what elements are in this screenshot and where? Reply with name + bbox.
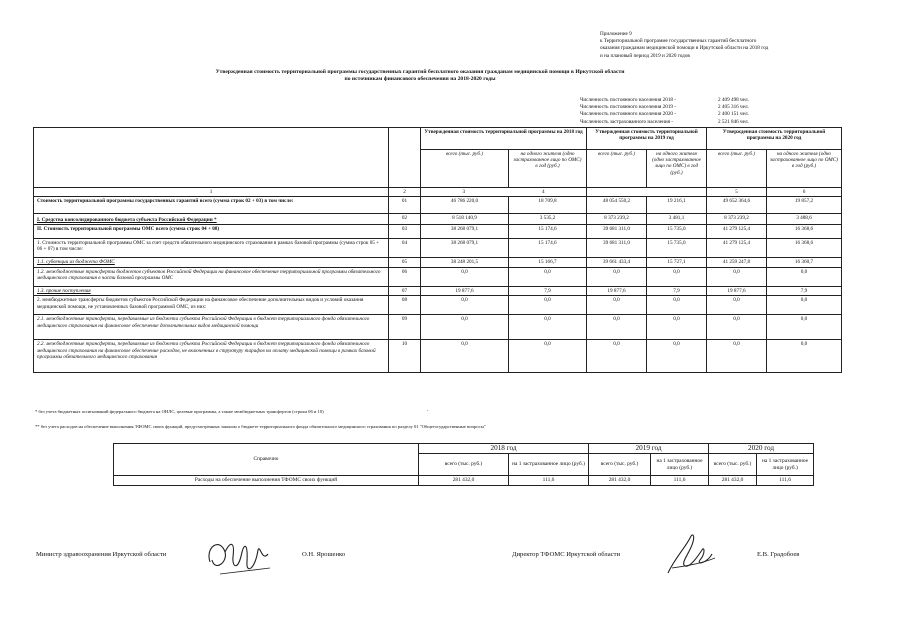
column-number: 1 bbox=[34, 188, 389, 197]
cell-value: 0,0 bbox=[647, 268, 707, 287]
row-code: 06 bbox=[389, 268, 421, 287]
cell-value: 39 681 311,0 bbox=[587, 239, 647, 258]
reference-value: 281 432,0 bbox=[589, 476, 651, 486]
cell-value: 41 279 125,4 bbox=[707, 239, 767, 258]
cell-value: 19 216,1 bbox=[647, 197, 707, 214]
reference-row bbox=[114, 476, 814, 486]
cell-value: 0,0 bbox=[509, 340, 587, 373]
cell-value: 8 373 239,2 bbox=[587, 214, 647, 225]
table-row bbox=[34, 239, 842, 258]
cell-value: 19 857,2 bbox=[767, 197, 842, 214]
row-code: 01 bbox=[389, 197, 421, 214]
left-signatory-name: О.Н. Ярошенко bbox=[302, 551, 346, 558]
column-number: 5 bbox=[707, 188, 767, 197]
footnote-2: ** без учета расходов на обеспечение выполнения ТФОМС своих функций, предусмотренных законом о бюджете территориального фонда обязательного медицинского страхования по разделу 01 "Общегосударственные вопросы" bbox=[35, 424, 486, 429]
subheader-per-person: на одного жителя (одно застрахованное лицо по ОМС) в год (руб.) bbox=[767, 150, 842, 188]
column-number: 2 bbox=[389, 188, 421, 197]
cell-value: 46 786 220,0 bbox=[421, 197, 509, 214]
table-row bbox=[34, 268, 842, 287]
reference-value: 111,6 bbox=[757, 476, 814, 486]
cell-value: 0,0 bbox=[509, 268, 587, 287]
reference-label: Справочно bbox=[114, 444, 419, 476]
population-label: Численность постоянного населения 2018 - bbox=[580, 97, 677, 103]
cell-value: 0,0 bbox=[421, 315, 509, 340]
population-label: Численность застрахованного населения - bbox=[580, 118, 674, 125]
row-code: 10 bbox=[389, 340, 421, 373]
population-value: 2 409 498 чел. bbox=[718, 97, 749, 103]
cell-value: 0,0 bbox=[587, 315, 647, 340]
row-code: 05 bbox=[389, 258, 421, 268]
header-2019: Утвержденная стоимость территориальной программы на 2019 год bbox=[587, 128, 707, 150]
reference-col-per: на 1 застрахованное лицо (руб.) bbox=[651, 454, 709, 476]
cell-value: 0,0 bbox=[509, 315, 587, 340]
left-signatory-title: Министр здравоохранения Иркутской области bbox=[36, 551, 167, 558]
cell-value: 0,0 bbox=[707, 315, 767, 340]
cell-value: 18 709,8 bbox=[509, 197, 587, 214]
appendix-note bbox=[600, 31, 768, 60]
row-code: 03 bbox=[389, 225, 421, 239]
cell-value: 15 166,7 bbox=[509, 258, 587, 268]
cell-value: 0,0 bbox=[421, 268, 509, 287]
stray-dot: . bbox=[427, 407, 429, 413]
table-row bbox=[34, 287, 842, 296]
cell-value: 48 054 550,2 bbox=[587, 197, 647, 214]
row-name: 2.2. межбюджетные трансферты, передаваемые из бюджета субъекта Российской Федерации в бюджет территориального фонда обязательного медицинского страхования на финансовое обеспечение расходов, не включенных в структуру тарифов на оплату медицинской помощи в рамках базовой программы обязательного медицинского страхования bbox=[34, 340, 389, 373]
table-row bbox=[34, 214, 842, 225]
table-row bbox=[34, 258, 842, 268]
cell-value: 19 877,6 bbox=[421, 287, 509, 296]
cell-value: 3 535,2 bbox=[509, 214, 587, 225]
cell-value: 41 279 125,4 bbox=[707, 225, 767, 239]
cell-value: 7,9 bbox=[509, 287, 587, 296]
footnote-1: * без учета бюджетных ассигнований федерального бюджета на ОНЛС, целевые программы, а также межбюджетных трансфертов (строки 06 и 10) bbox=[35, 409, 324, 414]
cell-value: 0,0 bbox=[767, 268, 842, 287]
population-value: 2 521 846 чел. bbox=[718, 118, 749, 125]
cell-value: 0,0 bbox=[509, 296, 587, 315]
appendix-line: оказания гражданам медицинской помощи в Иркутской области на 2018 год bbox=[600, 45, 769, 52]
title-line: Утвержденная стоимость территориальной программы государственных гарантий бесплатного оказания гражданам медицинской помощи в Иркутской области bbox=[215, 69, 625, 75]
cell-value: 0,0 bbox=[587, 340, 647, 373]
row-name: 1.1. субвенции из бюджета ФОМС bbox=[34, 258, 389, 268]
cell-value: 16 368,6 bbox=[767, 239, 842, 258]
column-number: 4 bbox=[541, 189, 545, 195]
reference-col-total: всего (тыс. руб.) bbox=[589, 454, 651, 476]
cell-value: 39 661 433,4 bbox=[587, 258, 647, 268]
cell-value: 15 174,6 bbox=[509, 225, 587, 239]
cell-value: 0,0 bbox=[707, 296, 767, 315]
reference-year: 2018 год bbox=[419, 444, 589, 454]
cell-value: 15 174,6 bbox=[509, 239, 587, 258]
reference-year-row bbox=[114, 444, 814, 454]
column-number: 6 bbox=[767, 188, 842, 197]
row-name: II. Стоимость территориальной программы ОМС всего (сумма строк 04 + 08) bbox=[34, 225, 389, 239]
subheader-total: всего (тыс. руб.) bbox=[421, 150, 509, 188]
column-number bbox=[587, 188, 707, 197]
row-name: 1.3. прочие поступления bbox=[34, 287, 389, 296]
right-signature-icon bbox=[660, 528, 720, 583]
reference-value: 281 432,0 bbox=[709, 476, 757, 486]
header-cell bbox=[34, 128, 389, 188]
table-row bbox=[34, 225, 842, 239]
cell-value: 8 373 239,2 bbox=[707, 214, 767, 225]
population-value: 2 400 151 чел. bbox=[718, 111, 749, 118]
cell-value: 16 368,6 bbox=[767, 225, 842, 239]
cell-value: 41 259 247,8 bbox=[707, 258, 767, 268]
table-row bbox=[34, 315, 842, 340]
title-line: по источникам финансового обеспечения на 2018-2020 годы bbox=[344, 76, 496, 83]
subheader-per-person: на одного жителя (одно застрахованное лицо по ОМС) в год (руб.) bbox=[509, 150, 587, 188]
population-row bbox=[580, 119, 778, 126]
cell-value: 0,0 bbox=[587, 268, 647, 287]
cell-value: 39 681 311,0 bbox=[587, 225, 647, 239]
cell-value: 15 727,1 bbox=[647, 258, 707, 268]
table-row bbox=[34, 296, 842, 315]
cell-value: 19 877,6 bbox=[587, 287, 647, 296]
table-header-row bbox=[34, 128, 842, 150]
cell-value: 3 481,1 bbox=[647, 214, 707, 225]
header-2018: Утвержденная стоимость территориальной программы на 2018 год bbox=[421, 128, 587, 150]
reference-col-per: на 1 застрахованное лицо (руб.) bbox=[757, 454, 814, 476]
reference-row-label: Расходы на обеспечение выполнения ТФОМС своих функций bbox=[114, 476, 419, 486]
cost-table bbox=[33, 127, 842, 373]
cell-value: 0,0 bbox=[647, 296, 707, 315]
cell-value: 0,0 bbox=[767, 296, 842, 315]
cell-value: 8 518 140,9 bbox=[421, 214, 509, 225]
right-signatory-title: Директор ТФОМС Иркутской области bbox=[512, 551, 620, 558]
population-row bbox=[580, 111, 778, 118]
row-code: 04 bbox=[389, 239, 421, 258]
row-code: 07 bbox=[389, 287, 421, 296]
reference-table bbox=[113, 443, 814, 486]
row-name: Стоимость территориальной программы государственных гарантий всего (сумма строк 02 + 03) в том числе: bbox=[34, 197, 389, 214]
appendix-line: и на плановый период 2019 и 2020 годов bbox=[600, 52, 690, 59]
appendix-line: к Территориальной программе государственных гарантий бесплатного bbox=[600, 38, 757, 45]
cell-value: 38 248 201,5 bbox=[421, 258, 509, 268]
row-name: 1. Стоимость территориальной программы ОМС за счет средств обязательного медицинского страхования в рамках базовой программы (сумма строк 05 + 06 + 07) в том числе: bbox=[34, 239, 389, 258]
reference-col-total: всего (тыс. руб.) bbox=[419, 454, 509, 476]
cell-value: 38 268 079,1 bbox=[421, 239, 509, 258]
cell-value: 0,0 bbox=[421, 340, 509, 373]
right-signatory-name: Е.В. Градобоев bbox=[757, 551, 800, 558]
reference-value: 111,6 bbox=[509, 476, 589, 486]
subheader-per-person: на одного жителя (одно застрахованное лицо по ОМС) в год (руб.) bbox=[647, 150, 707, 188]
population-value: 2 405 316 чел. bbox=[718, 104, 749, 111]
cell-value: 15 735,0 bbox=[647, 225, 707, 239]
column-number: 3 bbox=[462, 189, 466, 195]
left-signature-icon bbox=[200, 532, 275, 582]
row-name: 1.2. межбюджетные трансферты бюджетов субъектов Российской Федерации на финансовое обеспечение территориальной программы обязательного медицинского страхования в части базовой программы ОМС bbox=[34, 268, 389, 287]
cell-value: 0,0 bbox=[647, 340, 707, 373]
cell-value: 0,0 bbox=[707, 268, 767, 287]
cell-value: 7,9 bbox=[647, 287, 707, 296]
cell-value: 0,0 bbox=[421, 296, 509, 315]
population-block bbox=[580, 97, 778, 126]
row-name: 2.1. межбюджетные трансферты, передаваемые из бюджета субъекта Российской Федерации в бюджет территориального фонда обязательного медицинского страхования на финансовое обеспечение дополнительных видов медицинской помощи bbox=[34, 315, 389, 340]
cell-value: 0,0 bbox=[587, 296, 647, 315]
reference-value: 281 432,0 bbox=[419, 476, 509, 486]
row-code: 02 bbox=[389, 214, 421, 225]
row-name: 2. межбюджетные трансферты бюджетов субъектов Российской Федерации на финансовое обеспечение дополнительных видов и условий оказания медицинской помощи, не установленных базовой программой ОМС, из них: bbox=[34, 296, 389, 315]
reference-year: 2019 год bbox=[589, 444, 709, 454]
header-2020: Утвержденная стоимость территориальной программы на 2020 год bbox=[707, 128, 842, 150]
header-cell bbox=[389, 128, 421, 188]
reference-col-per: на 1 застрахованное лицо (руб.) bbox=[509, 454, 589, 476]
appendix-line: Приложение 9 bbox=[600, 31, 632, 37]
reference-value: 111,6 bbox=[651, 476, 709, 486]
population-label: Численность постоянного населения 2020 - bbox=[580, 111, 677, 118]
population-label: Численность постоянного населения 2019 - bbox=[580, 104, 677, 111]
row-name: I. Средства консолидированного бюджета субъекта Российской Федерации * bbox=[34, 214, 389, 225]
cell-value: 0,0 bbox=[707, 340, 767, 373]
cell-value: 3 488,6 bbox=[767, 214, 842, 225]
cell-value: 49 652 364,6 bbox=[707, 197, 767, 214]
subheader-total: всего (тыс. руб.) bbox=[707, 150, 767, 188]
table-row bbox=[34, 340, 842, 373]
row-code: 08 bbox=[389, 296, 421, 315]
cell-value: 0,0 bbox=[767, 340, 842, 373]
cell-value: 0,0 bbox=[647, 315, 707, 340]
subheader-total: всего (тыс. руб.) bbox=[587, 150, 647, 188]
population-row bbox=[580, 104, 778, 111]
row-code: 09 bbox=[389, 315, 421, 340]
cell-value: 16 360,7 bbox=[767, 258, 842, 268]
reference-col-total: всего (тыс. руб.) bbox=[709, 454, 757, 476]
column-number bbox=[421, 188, 587, 197]
cell-value: 38 268 079,1 bbox=[421, 225, 509, 239]
column-number-row bbox=[34, 188, 842, 197]
population-row bbox=[580, 97, 778, 104]
cell-value: 19 877,6 bbox=[707, 287, 767, 296]
cell-value: 15 735,0 bbox=[647, 239, 707, 258]
table-row bbox=[34, 197, 842, 214]
cell-value: 7,9 bbox=[767, 287, 842, 296]
cell-value: 0,0 bbox=[767, 315, 842, 340]
reference-year: 2020 год bbox=[709, 444, 814, 454]
document-title bbox=[170, 69, 670, 84]
